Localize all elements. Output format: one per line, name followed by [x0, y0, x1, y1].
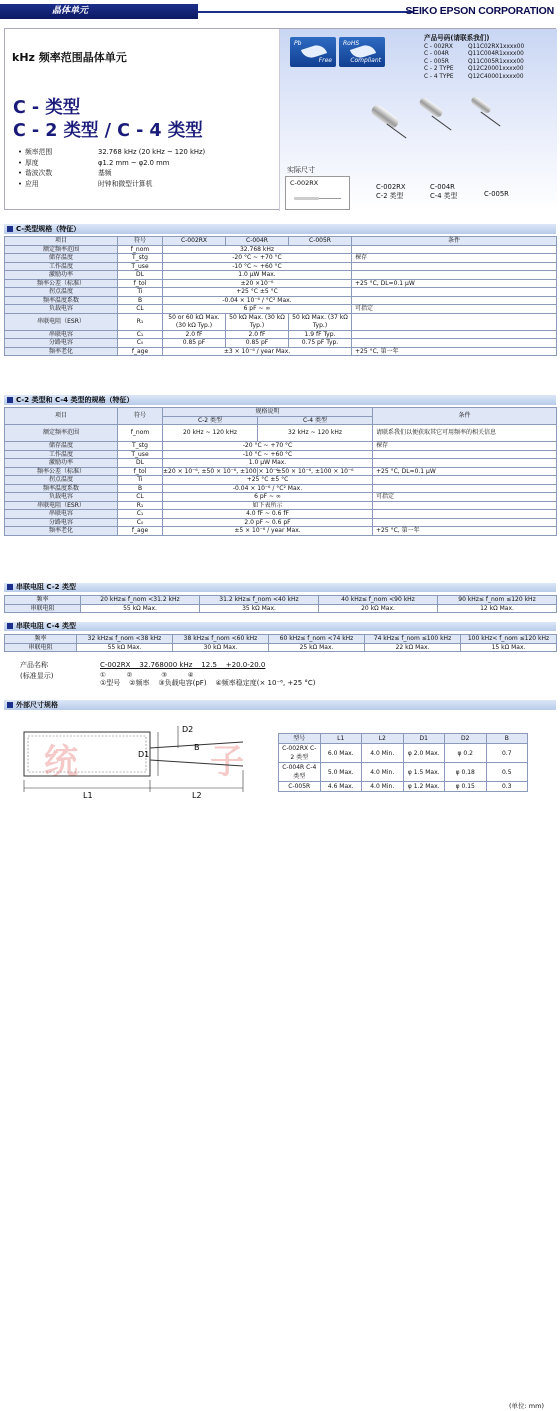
value-cell: 32 kHz ~ 120 kHz: [258, 425, 373, 442]
condition-cell: 请联系我们以便获取其它可用频率的相关信息: [373, 425, 557, 442]
part-type: C - 004R: [424, 51, 449, 58]
column-header: 频率: [5, 596, 81, 605]
c2-c4-spec-table: [4, 407, 557, 536]
condition-cell: [373, 450, 557, 459]
value-cell: +25 °C ±5 °C: [163, 288, 352, 297]
value-cell: φ 0.18: [445, 763, 487, 782]
table-row: [5, 339, 557, 348]
item-label: 频率温度系数: [5, 484, 118, 493]
symbol-cell: DL: [118, 271, 163, 280]
value-cell: 0.85 pF: [226, 339, 289, 348]
column-header: B: [486, 734, 528, 744]
item-label: 分路电容: [5, 339, 118, 348]
column-header: C-002RX: [163, 237, 226, 246]
hero-kicker: kHz 频率范围晶体单元: [12, 51, 127, 64]
table-header-row: [5, 237, 557, 246]
esr-c2-table: [4, 595, 557, 613]
symbol-cell: Ti: [118, 288, 163, 297]
table-row: [279, 763, 528, 782]
symbol-cell: DL: [118, 459, 163, 468]
crystal-photos: [366, 93, 546, 155]
symbol-cell: B: [118, 296, 163, 305]
value-cell: 6 pF ~ ∞: [163, 305, 352, 314]
part-code: Q11C004R1xxxx00: [468, 51, 524, 58]
spec-value: φ1.2 mm ~ φ2.0 mm: [98, 158, 170, 167]
spec-key: • 频率范围: [18, 147, 98, 158]
table-row: [5, 330, 557, 339]
item-label: 额定频率范围: [5, 425, 118, 442]
part-number-list: [424, 35, 524, 82]
column-header: C-005R: [289, 237, 352, 246]
column-header: C-004R: [226, 237, 289, 246]
part-code: Q11C005R1xxxx00: [468, 58, 524, 65]
label-l1: L1: [83, 791, 93, 800]
value-cell: 6 pF ~ ∞: [163, 493, 373, 502]
bullet-square-icon: [7, 584, 13, 590]
condition-cell: 裸存: [352, 254, 557, 263]
condition-cell: 可指定: [352, 305, 557, 314]
type-caption-a: [376, 183, 406, 201]
table-row: [5, 467, 557, 476]
table-row: [5, 604, 557, 613]
symbol-cell: C₁: [118, 330, 163, 339]
product-name-row: [20, 660, 316, 688]
table-row: [5, 484, 557, 493]
model-cell: C-002RX C-2 类型: [279, 744, 321, 763]
value-cell: 4.0 Min.: [362, 763, 404, 782]
condition-cell: [373, 518, 557, 527]
symbol-cell: f_age: [118, 347, 163, 356]
crystal-lead: [480, 112, 500, 127]
value-cell: 2.0 fF: [163, 330, 226, 339]
condition-cell: [373, 476, 557, 485]
symbol-cell: B: [118, 484, 163, 493]
value-cell: 0.85 pF: [163, 339, 226, 348]
actual-size-box: [285, 176, 350, 210]
table-header-row: [5, 635, 557, 644]
outline-drawing: [8, 720, 270, 800]
symbol-cell: f_nom: [118, 245, 163, 254]
type-caption: C-004R: [430, 183, 455, 191]
item-label: 频率老化: [5, 347, 118, 356]
symbol-cell: T_use: [118, 450, 163, 459]
product-name-code: C-002RX 32.768000 kHz 12.5 +20.0-20.0: [100, 661, 266, 669]
value-cell: 20 kΩ Max.: [319, 604, 438, 613]
item-label: 频率老化: [5, 527, 118, 536]
item-label: 激励功率: [5, 459, 118, 468]
column-header: 条件: [373, 408, 557, 425]
column-header: 型号: [279, 734, 321, 744]
item-label: 串联电阻（ESR）: [5, 501, 118, 510]
condition-cell: +25 °C, 第一年: [373, 527, 557, 536]
condition-cell: +25 °C, DL=0.1 μW: [373, 467, 557, 476]
value-cell: 50 or 60 kΩ Max. (30 kΩ Typ.): [163, 313, 226, 330]
type-caption: C-2 类型: [376, 192, 404, 200]
part-code: Q12C40001xxxx00: [468, 73, 524, 80]
watermark: 统: [44, 742, 78, 782]
section-title: 外部尺寸规格: [16, 701, 58, 709]
section-esr-c4: [4, 622, 556, 631]
value-cell: -0.04 × 10⁻⁶ / °C² Max.: [163, 296, 352, 305]
symbol-cell: C₀: [118, 339, 163, 348]
value-cell: +25 °C ±5 °C: [163, 476, 373, 485]
condition-cell: [352, 296, 557, 305]
value-cell: 30 kΩ Max.: [173, 643, 269, 652]
item-label: 额定频率范围: [5, 245, 118, 254]
condition-cell: [352, 339, 557, 348]
item-label: 储存温度: [5, 254, 118, 263]
symbol-cell: R₁: [118, 313, 163, 330]
value-cell: 4.0 Min.: [362, 782, 404, 792]
pb-free-badge: [290, 37, 336, 67]
value-cell: 20 kHz ~ 120 kHz: [163, 425, 258, 442]
column-header: 31.2 kHz≤ f_nom <40 kHz: [200, 596, 319, 605]
table-row: [5, 442, 557, 451]
part-number-row: [424, 74, 524, 82]
company-logo: SEIKO EPSON CORPORATION: [405, 5, 554, 17]
column-header: 74 kHz≤ f_nom ≤100 kHz: [365, 635, 461, 644]
value-cell: 4.0 Min.: [362, 744, 404, 763]
table-row: [279, 744, 528, 763]
model-cell: C-005R: [279, 782, 321, 792]
model-cell: C-004R C-4 类型: [279, 763, 321, 782]
symbol-cell: T_use: [118, 262, 163, 271]
part-number-row: [424, 66, 524, 74]
item-label: 频率公差（标准）: [5, 279, 118, 288]
item-label: 频率公差（标准）: [5, 467, 118, 476]
column-header: 20 kHz≤ f_nom <31.2 kHz: [81, 596, 200, 605]
part-number-heading: 产品号码(请联系我们): [424, 34, 490, 42]
outline-dimension-table: [278, 733, 528, 792]
table-row: [5, 643, 557, 652]
value-cell: -20 °C ~ +70 °C: [163, 442, 373, 451]
spec-row: [18, 179, 205, 190]
column-header: 60 kHz≤ f_nom <74 kHz: [269, 635, 365, 644]
unit-label: (单位: mm): [509, 1402, 544, 1410]
lead-lower: [150, 760, 243, 766]
symbol-cell: R₁: [118, 501, 163, 510]
watermark: 子: [210, 742, 244, 782]
table-row: [5, 510, 557, 519]
column-header: 条件: [352, 237, 557, 246]
badge-text: Compliant: [350, 57, 381, 64]
item-label: 激励功率: [5, 271, 118, 280]
type-caption: C-005R: [484, 190, 509, 198]
symbol-cell: f_nom: [118, 425, 163, 442]
part-type: C - 4 TYPE: [424, 73, 454, 80]
value-cell: 0.7: [486, 744, 528, 763]
table-row: [5, 279, 557, 288]
symbol-cell: C₁: [118, 510, 163, 519]
condition-cell: [352, 288, 557, 297]
item-label: 负载电容: [5, 493, 118, 502]
value-cell: -10 °C ~ +60 °C: [163, 450, 373, 459]
symbol-cell: Ti: [118, 476, 163, 485]
value-cell: ±3 × 10⁻⁶ / year Max.: [163, 347, 352, 356]
column-header: L1: [320, 734, 362, 744]
condition-cell: [352, 330, 557, 339]
symbol-cell: CL: [118, 493, 163, 502]
value-cell: φ 2.0 Max.: [403, 744, 445, 763]
condition-cell: [373, 510, 557, 519]
value-cell: 32.768 kHz: [163, 245, 352, 254]
value-cell: ±20 ×10⁻⁶: [163, 279, 352, 288]
spec-row: [18, 158, 205, 169]
condition-cell: +25 °C, 第一年: [352, 347, 557, 356]
value-cell: 6.0 Max.: [320, 744, 362, 763]
value-cell: 15 kΩ Max.: [461, 643, 557, 652]
part-type: C - 2 TYPE: [424, 66, 454, 73]
item-label: 工作温度: [5, 262, 118, 271]
section-c2-c4-spec: [4, 395, 556, 405]
condition-cell: [352, 271, 557, 280]
label-b: B: [194, 743, 200, 752]
crystal-photo-c002rx: [370, 103, 401, 130]
value-cell: 4.0 fF ~ 0.6 fF: [163, 510, 373, 519]
actual-size-label: 实际尺寸: [287, 166, 315, 174]
table-header-row: [279, 734, 528, 744]
table-row: [5, 296, 557, 305]
spec-key: • 谐波次数: [18, 168, 98, 179]
table-row: [5, 262, 557, 271]
value-cell: 35 kΩ Max.: [200, 604, 319, 613]
product-name-label: 产品名称: [20, 661, 48, 669]
table-header-row: [5, 596, 557, 605]
top-bar: [0, 0, 560, 23]
value-cell: φ 0.2: [445, 744, 487, 763]
condition-cell: [373, 501, 557, 510]
value-cell: 0.75 pF Typ.: [289, 339, 352, 348]
table-row: [5, 245, 557, 254]
compliance-badges: [290, 37, 385, 67]
column-header: 40 kHz≤ f_nom <90 kHz: [319, 596, 438, 605]
spec-row: [18, 147, 205, 158]
value-cell: 4.6 Max.: [320, 782, 362, 792]
product-name-markers: ① ② ③ ④: [100, 671, 194, 679]
value-cell: φ 1.5 Max.: [403, 763, 445, 782]
section-banner: 晶体单元: [0, 4, 198, 19]
table-row: [5, 450, 557, 459]
banner-rule: [198, 11, 414, 13]
badge-text: RoHS: [343, 40, 360, 47]
item-label: 串联电阻: [5, 643, 77, 652]
value-cell: 12 kΩ Max.: [438, 604, 557, 613]
value-cell: 2.0 fF: [226, 330, 289, 339]
table-row: [5, 347, 557, 356]
symbol-cell: f_tol: [118, 279, 163, 288]
column-header: D2: [445, 734, 487, 744]
item-label: 工作温度: [5, 450, 118, 459]
value-cell: 1.0 μW Max.: [163, 459, 373, 468]
part-number-row: [424, 59, 524, 67]
actual-size-model: C-002RX: [290, 179, 319, 187]
product-name-legend: ①型号 ②频率 ③负载电容(pF) ④频率稳定度(× 10⁻⁶, +25 °C): [100, 679, 316, 687]
spec-list: [18, 147, 205, 189]
column-header: 32 kHz≤ f_nom <38 kHz: [77, 635, 173, 644]
label-l2: L2: [192, 791, 202, 800]
item-label: 频率温度系数: [5, 296, 118, 305]
hero-panel: [4, 28, 556, 210]
table-row: [5, 459, 557, 468]
spec-value: 32.768 kHz (20 kHz ~ 120 kHz): [98, 148, 206, 156]
item-label: 拐点温度: [5, 476, 118, 485]
page-subtitle: C - 2 类型 / C - 4 类型: [13, 121, 203, 141]
part-code: Q11C02RX1xxxx00: [468, 43, 525, 50]
section-c-type-spec: [4, 224, 556, 234]
type-caption: C-002RX: [376, 183, 406, 191]
column-header: 38 kHz≤ f_nom <60 kHz: [173, 635, 269, 644]
item-label: 串联电容: [5, 330, 118, 339]
esr-c4-table: [4, 634, 557, 652]
spec-value: 时钟和微型计算机: [98, 179, 153, 188]
value-cell: 0.5: [486, 763, 528, 782]
column-header: D1: [403, 734, 445, 744]
column-header: 符号: [118, 237, 163, 246]
bullet-square-icon: [7, 623, 13, 629]
table-row: [5, 305, 557, 314]
product-name-content: [100, 660, 316, 688]
section-title: C-类型规格（特征）: [16, 225, 81, 233]
table-header-row: [5, 408, 557, 417]
table-row: [5, 313, 557, 330]
value-cell: 22 kΩ Max.: [365, 643, 461, 652]
item-label: 储存温度: [5, 442, 118, 451]
part-number-row: [424, 44, 524, 52]
value-cell: ±50 × 10⁻⁶, ±100 × 10⁻⁶: [258, 467, 373, 476]
spec-row: [18, 168, 205, 179]
value-cell: 25 kΩ Max.: [269, 643, 365, 652]
page-title: C - 类型: [13, 98, 81, 118]
value-cell: 如下表所示: [163, 501, 373, 510]
type-caption: C-4 类型: [430, 192, 458, 200]
condition-cell: [373, 459, 557, 468]
column-header: 项目: [5, 237, 118, 246]
column-header: 100 kHz< f_nom ≤120 kHz: [461, 635, 557, 644]
section-esr-c2: [4, 583, 556, 592]
value-cell: φ 1.2 Max.: [403, 782, 445, 792]
table-row: [5, 527, 557, 536]
value-cell: 55 kΩ Max.: [77, 643, 173, 652]
column-header: 规格说明: [163, 408, 373, 417]
value-cell: 1.0 μW Max.: [163, 271, 352, 280]
column-header: 频率: [5, 635, 77, 644]
condition-cell: [352, 245, 557, 254]
table-row: [5, 501, 557, 510]
value-cell: -20 °C ~ +70 °C: [163, 254, 352, 263]
part-type: C - 005R: [424, 58, 449, 65]
bullet-square-icon: [7, 226, 13, 232]
symbol-cell: f_tol: [118, 467, 163, 476]
label-d2: D2: [182, 725, 194, 734]
section-title: 串联电阻 C-4 类型: [16, 622, 76, 630]
product-name-example: [20, 660, 316, 688]
table-row: [5, 476, 557, 485]
table-row: [5, 493, 557, 502]
label-d1: D1: [138, 750, 150, 759]
actual-size-lead: [319, 198, 341, 199]
spec-key: • 应用: [18, 179, 98, 190]
value-cell: 5.0 Max.: [320, 763, 362, 782]
condition-cell: 可指定: [373, 493, 557, 502]
value-cell: 55 kΩ Max.: [81, 604, 200, 613]
crystal-body-inner: [28, 736, 146, 772]
bullet-square-icon: [7, 702, 13, 708]
rohs-badge: [339, 37, 385, 67]
product-name-labels: [20, 660, 100, 688]
c-type-spec-table: [4, 236, 557, 356]
spec-value: 基频: [98, 169, 112, 177]
product-name-sublabel: (标准显示): [20, 672, 54, 680]
badge-text: Free: [318, 57, 332, 64]
type-caption-b: [430, 183, 457, 201]
column-header: 符号: [118, 408, 163, 425]
item-label: 串联电阻（ESR）: [5, 313, 118, 330]
column-header: 90 kHz≤ f_nom ≤120 kHz: [438, 596, 557, 605]
actual-size-crystal: [294, 197, 319, 200]
column-header: C-4 类型: [258, 416, 373, 425]
value-cell: 2.0 pF ~ 0.6 pF: [163, 518, 373, 527]
symbol-cell: T_stg: [118, 254, 163, 263]
value-cell: 0.3: [486, 782, 528, 792]
crystal-body-outline: [24, 732, 150, 776]
symbol-cell: CL: [118, 305, 163, 314]
value-cell: ±20 × 10⁻⁶, ±50 × 10⁻⁶, ±100 × 10⁻⁶: [163, 467, 279, 475]
condition-cell: [352, 313, 557, 330]
bullet-square-icon: [7, 397, 13, 403]
symbol-cell: f_age: [118, 527, 163, 536]
table-row: [279, 782, 528, 792]
value-cell: 50 kΩ Max. (37 kΩ Typ.): [289, 313, 352, 330]
table-row: [5, 518, 557, 527]
item-label: 分路电容: [5, 518, 118, 527]
value-cell: -0.04 × 10⁻⁶ / °C² Max.: [163, 484, 373, 493]
value-cell: 50 kΩ Max. (30 kΩ Typ.): [226, 313, 289, 330]
table-row: [5, 271, 557, 280]
value-cell: -10 °C ~ +60 °C: [163, 262, 352, 271]
column-header: C-2 类型: [163, 416, 258, 425]
value-cell: 1.9 fF Typ.: [289, 330, 352, 339]
table-row: [5, 288, 557, 297]
condition-cell: 裸存: [373, 442, 557, 451]
item-label: 串联电阻: [5, 604, 81, 613]
symbol-cell: C₀: [118, 518, 163, 527]
crystal-lead: [431, 116, 451, 131]
value-cell: ±5 × 10⁻⁶ / year Max.: [163, 527, 373, 536]
part-code: Q12C20001xxxx00: [468, 66, 524, 73]
part-type: C - 002RX: [424, 43, 453, 50]
value-cell: φ 0.15: [445, 782, 487, 792]
type-caption-c: [484, 190, 509, 199]
condition-cell: [352, 262, 557, 271]
badge-text: Pb: [294, 40, 302, 47]
table-row: [5, 254, 557, 263]
item-label: 串联电容: [5, 510, 118, 519]
section-title: C-2 类型和 C-4 类型的规格（特征）: [16, 396, 134, 404]
condition-cell: +25 °C, DL=0.1 μW: [352, 279, 557, 288]
item-label: 负载电容: [5, 305, 118, 314]
column-header: 项目: [5, 408, 118, 425]
table-row: [5, 425, 557, 442]
part-number-row: [424, 51, 524, 59]
symbol-cell: T_stg: [118, 442, 163, 451]
condition-cell: [373, 484, 557, 493]
column-header: L2: [362, 734, 404, 744]
section-title: 串联电阻 C-2 类型: [16, 583, 76, 591]
spec-key: • 厚度: [18, 158, 98, 169]
item-label: 拐点温度: [5, 288, 118, 297]
